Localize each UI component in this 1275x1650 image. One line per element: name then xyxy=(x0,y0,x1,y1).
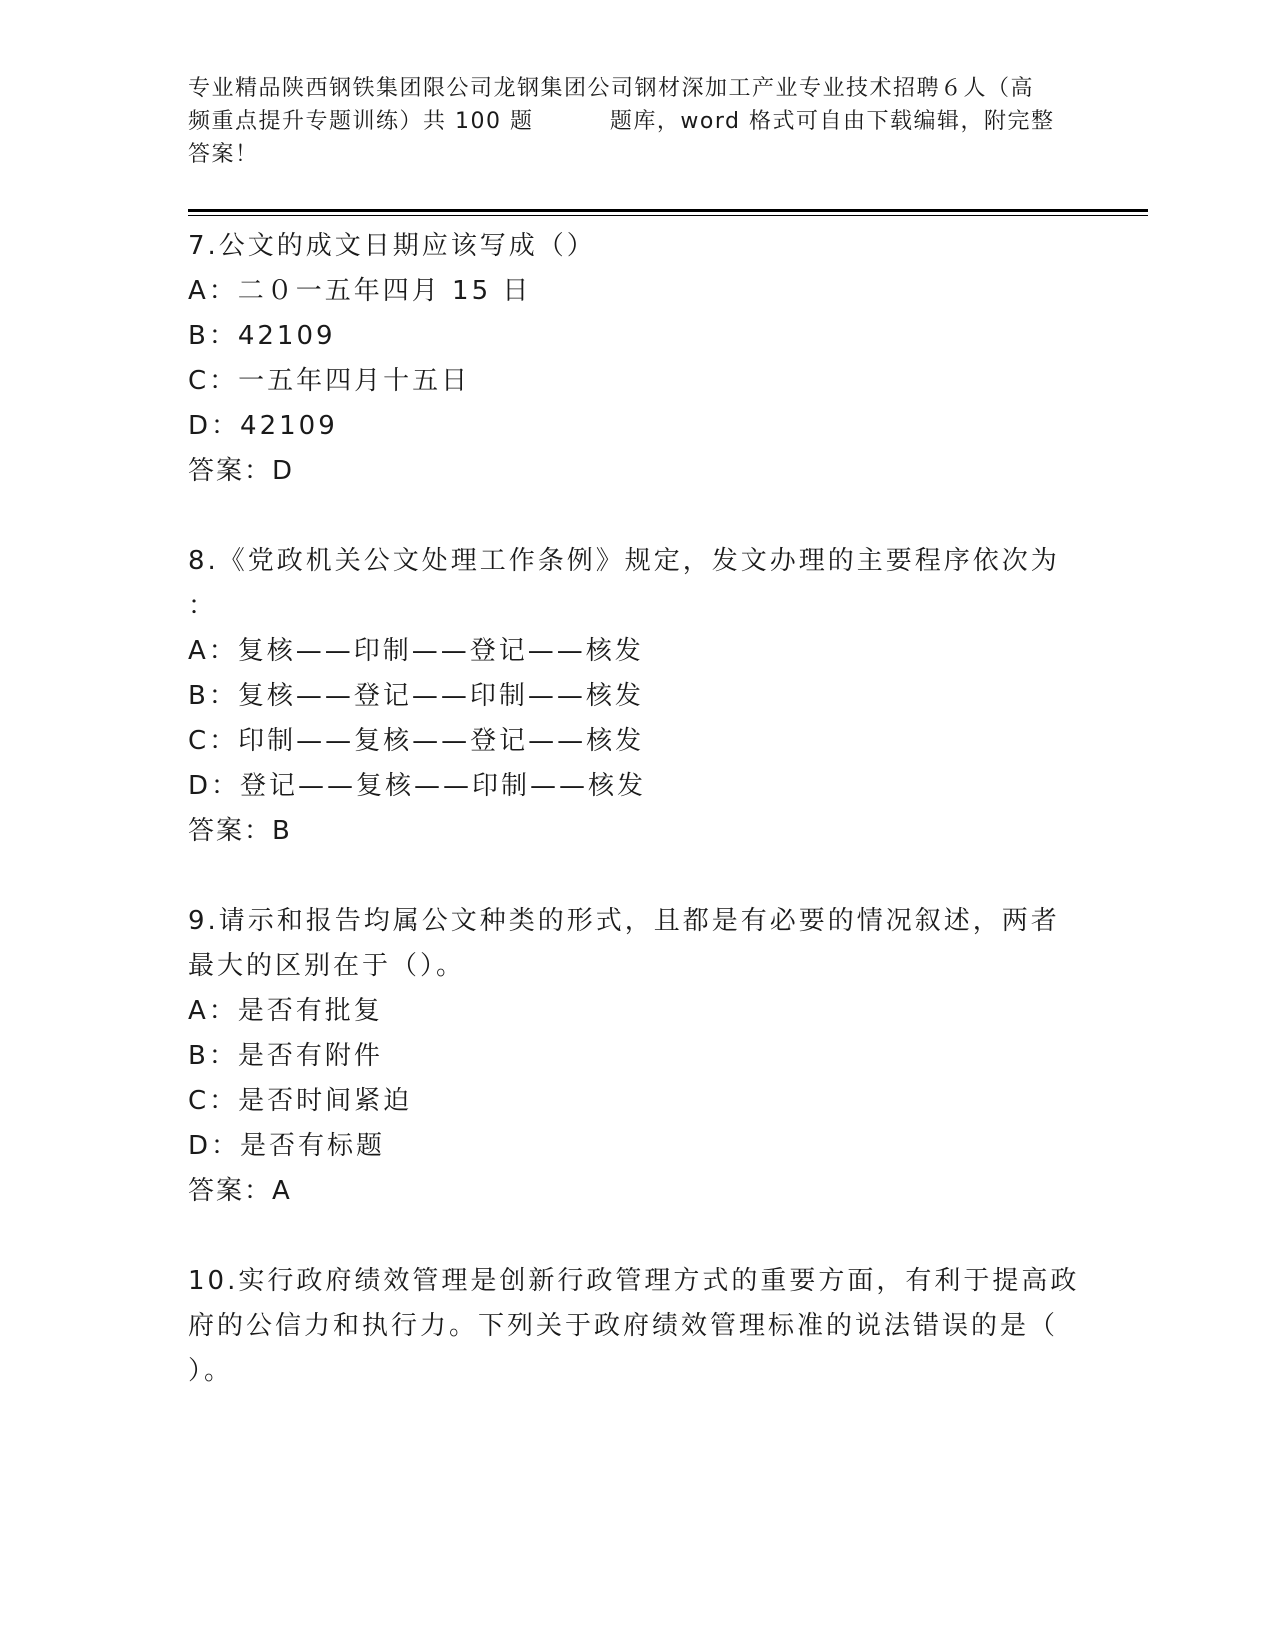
question-10 xyxy=(188,1259,1088,1394)
header-line: 频重点提升专题训练）共 100 题 题库，word 格式可自由下载编辑，附完整 xyxy=(188,109,1055,134)
question-text: 9.请示和报告均属公文种类的形式，且都是有必要的情况叙述，两者 xyxy=(188,906,1060,936)
question-text: 7.公文的成文日期应该写成（） xyxy=(188,231,596,261)
option-c: C：一五年四月十五日 xyxy=(188,366,471,396)
question-text: 最大的区别在于（）。 xyxy=(188,951,466,981)
option-b: B：复核——登记——印制——核发 xyxy=(188,681,644,711)
question-text: 府的公信力和执行力。下列关于政府绩效管理标准的说法错误的是（ xyxy=(188,1311,1059,1341)
question-7 xyxy=(188,224,1088,494)
question-list xyxy=(188,224,1088,1439)
option-c: C：是否时间紧迫 xyxy=(188,1086,413,1116)
option-b: B：42109 xyxy=(188,321,336,351)
question-text: 10.实行政府绩效管理是创新行政管理方式的重要方面，有利于提高政 xyxy=(188,1266,1080,1296)
document-header xyxy=(188,72,1088,171)
question-text: ： xyxy=(188,591,218,621)
answer-text: 答案：D xyxy=(188,456,295,486)
option-a: A：二０一五年四月 15 日 xyxy=(188,276,532,306)
option-b: B：是否有附件 xyxy=(188,1041,383,1071)
option-c: C：印制——复核——登记——核发 xyxy=(188,726,645,756)
option-d: D：42109 xyxy=(188,411,338,441)
answer-text: 答案：B xyxy=(188,816,292,846)
question-9 xyxy=(188,899,1088,1214)
option-a: A：是否有批复 xyxy=(188,996,383,1026)
answer-text: 答案：A xyxy=(188,1176,292,1206)
question-text: 8.《党政机关公文处理工作条例》规定，发文办理的主要程序依次为 xyxy=(188,546,1060,576)
option-d: D：是否有标题 xyxy=(188,1131,386,1161)
header-line: 专业精品陕西钢铁集团限公司龙钢集团公司钢材深加工产业专业技术招聘６人（高 xyxy=(188,76,1035,101)
question-text: ）。 xyxy=(188,1356,234,1386)
header-divider-thin xyxy=(188,215,1148,216)
question-8 xyxy=(188,539,1088,854)
option-a: A：复核——印制——登记——核发 xyxy=(188,636,644,666)
header-divider-thick xyxy=(188,209,1148,212)
header-line: 答案！ xyxy=(188,142,259,167)
option-d: D：登记——复核——印制——核发 xyxy=(188,771,647,801)
